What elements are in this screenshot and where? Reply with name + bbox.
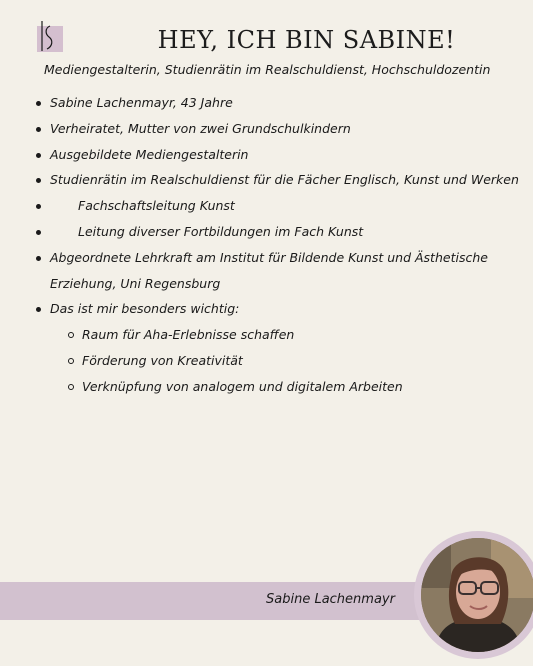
list-item: Das ist mir besonders wichtig: — [34, 296, 504, 322]
bullet-icon — [36, 204, 41, 209]
list-item: Sabine Lachenmayr, 43 Jahre — [34, 90, 504, 116]
bullet-icon — [36, 256, 41, 261]
list-item: Studienrätin im Realschuldienst für die Fächer Englisch, Kunst und Werken — [34, 167, 504, 193]
list-item: Abgeordnete Lehrkraft am Institut für Bildende Kunst und Ästhetische — [34, 245, 504, 271]
footer-name: Sabine Lachenmayr — [266, 592, 395, 607]
bullet-list — [34, 90, 519, 400]
bullet-icon — [36, 307, 41, 312]
bullet-icon — [36, 127, 41, 132]
list-item: Fachschaftsleitung Kunst — [34, 193, 504, 219]
bullet-icon — [36, 178, 41, 183]
sub-list-item: Verknüpfung von analogem und digitalem Arbeiten — [34, 374, 504, 400]
page-title: HEY, ICH BIN SABINE! — [157, 26, 456, 54]
hollow-bullet-icon — [68, 332, 74, 338]
bullet-icon — [36, 153, 41, 158]
sub-list-item: Raum für Aha-Erlebnisse schaffen — [34, 322, 504, 348]
list-item: Verheiratet, Mutter von zwei Grundschulkindern — [34, 116, 504, 142]
subtitle: Mediengestalterin, Studienrätin im Realschuldienst, Hochschuldozentin — [44, 62, 491, 77]
bullet-icon — [36, 101, 41, 106]
hollow-bullet-icon — [68, 358, 74, 364]
list-item-continuation: Erziehung, Uni Regensburg — [50, 275, 221, 291]
portrait-icon — [421, 538, 533, 652]
bullet-icon — [36, 230, 41, 235]
sub-list-item: Förderung von Kreativität — [34, 348, 504, 374]
portrait-photo — [421, 538, 533, 652]
list-item: Leitung diverser Fortbildungen im Fach Kunst — [34, 219, 504, 245]
list-item: Ausgebildete Mediengestalterin — [34, 142, 504, 168]
hollow-bullet-icon — [68, 384, 74, 390]
